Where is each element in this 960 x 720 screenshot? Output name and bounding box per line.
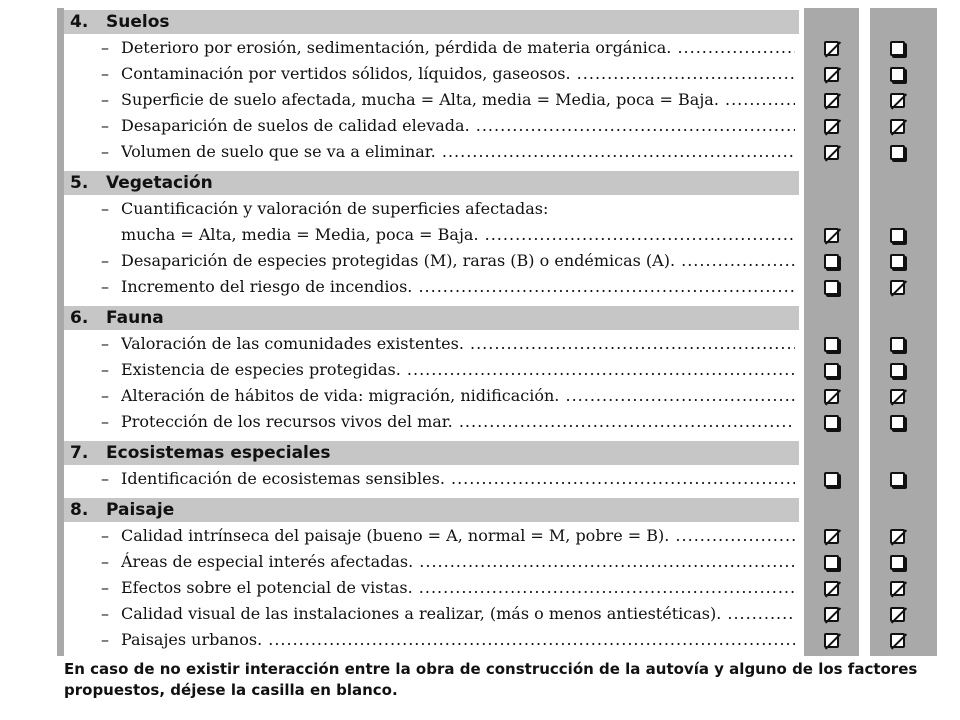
checklist-item: [64, 274, 799, 300]
checklist-item: [64, 357, 799, 383]
unchecked-checkbox-b[interactable]: [890, 145, 905, 160]
checked-checkbox-a[interactable]: [824, 41, 839, 56]
checklist-item: [64, 466, 799, 492]
item-dash: –: [101, 277, 109, 296]
checklist-item: [64, 113, 799, 139]
unchecked-checkbox-a[interactable]: [824, 363, 839, 378]
section-header: [64, 498, 799, 522]
item-text: Contaminación por vertidos sólidos, líquidos, gaseosos. .....: [121, 61, 795, 87]
unchecked-checkbox-b[interactable]: [890, 415, 905, 430]
checklist-sheet: [57, 8, 937, 712]
unchecked-checkbox-b[interactable]: [890, 363, 905, 378]
unchecked-checkbox-a[interactable]: [824, 415, 839, 430]
section-header: [64, 306, 799, 330]
item-text: Desaparición de especies protegidas (M), raras (B) o endémicas (A). .....: [121, 248, 795, 274]
checklist-item: [64, 61, 799, 87]
unchecked-checkbox-b[interactable]: [890, 337, 905, 352]
checked-checkbox-a[interactable]: [824, 119, 839, 134]
checklist-item: [64, 331, 799, 357]
unchecked-checkbox-a[interactable]: [824, 337, 839, 352]
item-text: Alteración de hábitos de vida: migración, nidificación. .....: [121, 383, 795, 409]
unchecked-checkbox-a[interactable]: [824, 555, 839, 570]
section-number: 5.: [70, 173, 89, 193]
checked-checkbox-a[interactable]: [824, 389, 839, 404]
checked-checkbox-a[interactable]: [824, 633, 839, 648]
checklist-item: [64, 601, 799, 627]
section-title: Ecosistemas especiales: [106, 443, 331, 463]
item-text: Protección de los recursos vivos del mar. .....: [121, 409, 795, 435]
unchecked-checkbox-a[interactable]: [824, 472, 839, 487]
item-text: Existencia de especies protegidas. .....: [121, 357, 795, 383]
item-dash: –: [101, 199, 109, 218]
unchecked-checkbox-b[interactable]: [890, 555, 905, 570]
item-dash: –: [101, 412, 109, 431]
item-dash: –: [101, 38, 109, 57]
item-text: mucha = Alta, media = Media, poca = Baja. .....: [121, 222, 795, 248]
checklist-item: [64, 139, 799, 165]
item-text: Efectos sobre el potencial de vistas. .....: [121, 575, 795, 601]
checked-checkbox-a[interactable]: [824, 581, 839, 596]
checked-checkbox-b[interactable]: [890, 280, 905, 295]
checklist-item: [64, 222, 799, 248]
checklist-item: [64, 523, 799, 549]
item-dash: –: [101, 386, 109, 405]
checked-checkbox-a[interactable]: [824, 93, 839, 108]
item-dash: –: [101, 90, 109, 109]
item-dash: –: [101, 334, 109, 353]
unchecked-checkbox-b[interactable]: [890, 472, 905, 487]
checked-checkbox-a[interactable]: [824, 529, 839, 544]
section-number: 4.: [70, 12, 89, 32]
checked-checkbox-a[interactable]: [824, 607, 839, 622]
item-text: Deterioro por erosión, sedimentación, pérdida de materia orgánica. .....: [121, 35, 795, 61]
unchecked-checkbox-b[interactable]: [890, 67, 905, 82]
right-margin-strip: [925, 8, 937, 656]
section-header: [64, 441, 799, 465]
item-text: Incremento del riesgo de incendios. .....: [121, 274, 795, 300]
section-title: Paisaje: [106, 500, 175, 520]
item-text: Cuantificación y valoración de superficies afectadas:: [121, 199, 549, 218]
item-dash: –: [101, 578, 109, 597]
left-margin-strip: [57, 8, 64, 656]
checklist-item: [64, 196, 799, 222]
item-dash: –: [101, 469, 109, 488]
item-text: Identificación de ecosistemas sensibles. .....: [121, 466, 795, 492]
checked-checkbox-a[interactable]: [824, 145, 839, 160]
item-dash: –: [101, 116, 109, 135]
section-header: [64, 171, 799, 195]
item-dash: –: [101, 142, 109, 161]
section-number: 6.: [70, 308, 89, 328]
item-dash: –: [101, 526, 109, 545]
checklist-item: [64, 627, 799, 653]
section-title: Suelos: [106, 12, 170, 32]
checked-checkbox-b[interactable]: [890, 119, 905, 134]
checked-checkbox-b[interactable]: [890, 633, 905, 648]
item-dash: –: [101, 251, 109, 270]
checklist-item: [64, 35, 799, 61]
checklist-item: [64, 87, 799, 113]
item-text: Superficie de suelo afectada, mucha = Alta, media = Media, poca = Baja. .....: [121, 87, 795, 113]
checklist-item: [64, 383, 799, 409]
checklist-item: [64, 409, 799, 435]
item-dash: –: [101, 630, 109, 649]
checklist-item: [64, 248, 799, 274]
item-text: Paisajes urbanos. .....: [121, 627, 795, 653]
checklist-item: [64, 549, 799, 575]
checked-checkbox-b[interactable]: [890, 607, 905, 622]
checked-checkbox-b[interactable]: [890, 581, 905, 596]
item-dash: –: [101, 604, 109, 623]
section-header: [64, 10, 799, 34]
checked-checkbox-b[interactable]: [890, 529, 905, 544]
unchecked-checkbox-b[interactable]: [890, 228, 905, 243]
section-title: Fauna: [106, 308, 164, 328]
section-number: 7.: [70, 443, 89, 463]
footer-note: En caso de no existir interacción entre la obra de construcción de la autovía y alguno de los factores propuestos, déjese la casilla en blanco.: [64, 660, 918, 699]
checked-checkbox-a[interactable]: [824, 67, 839, 82]
unchecked-checkbox-b[interactable]: [890, 254, 905, 269]
unchecked-checkbox-b[interactable]: [890, 41, 905, 56]
checked-checkbox-a[interactable]: [824, 228, 839, 243]
unchecked-checkbox-a[interactable]: [824, 254, 839, 269]
checked-checkbox-b[interactable]: [890, 93, 905, 108]
item-text: Valoración de las comunidades existentes. .....: [121, 331, 795, 357]
item-dash: –: [101, 64, 109, 83]
item-text: Desaparición de suelos de calidad elevada. .....: [121, 113, 795, 139]
section-number: 8.: [70, 500, 89, 520]
item-text: Calidad visual de las instalaciones a realizar, (más o menos antiestéticas). .....: [121, 601, 795, 627]
item-text: Volumen de suelo que se va a eliminar. .....: [121, 139, 795, 165]
item-text: Áreas de especial interés afectadas. .....: [121, 549, 795, 575]
item-dash: –: [101, 552, 109, 571]
checked-checkbox-b[interactable]: [890, 389, 905, 404]
unchecked-checkbox-a[interactable]: [824, 280, 839, 295]
section-title: Vegetación: [106, 173, 213, 193]
item-text: Calidad intrínseca del paisaje (bueno = A, normal = M, pobre = B). .....: [121, 523, 795, 549]
item-dash: –: [101, 360, 109, 379]
checklist-item: [64, 575, 799, 601]
